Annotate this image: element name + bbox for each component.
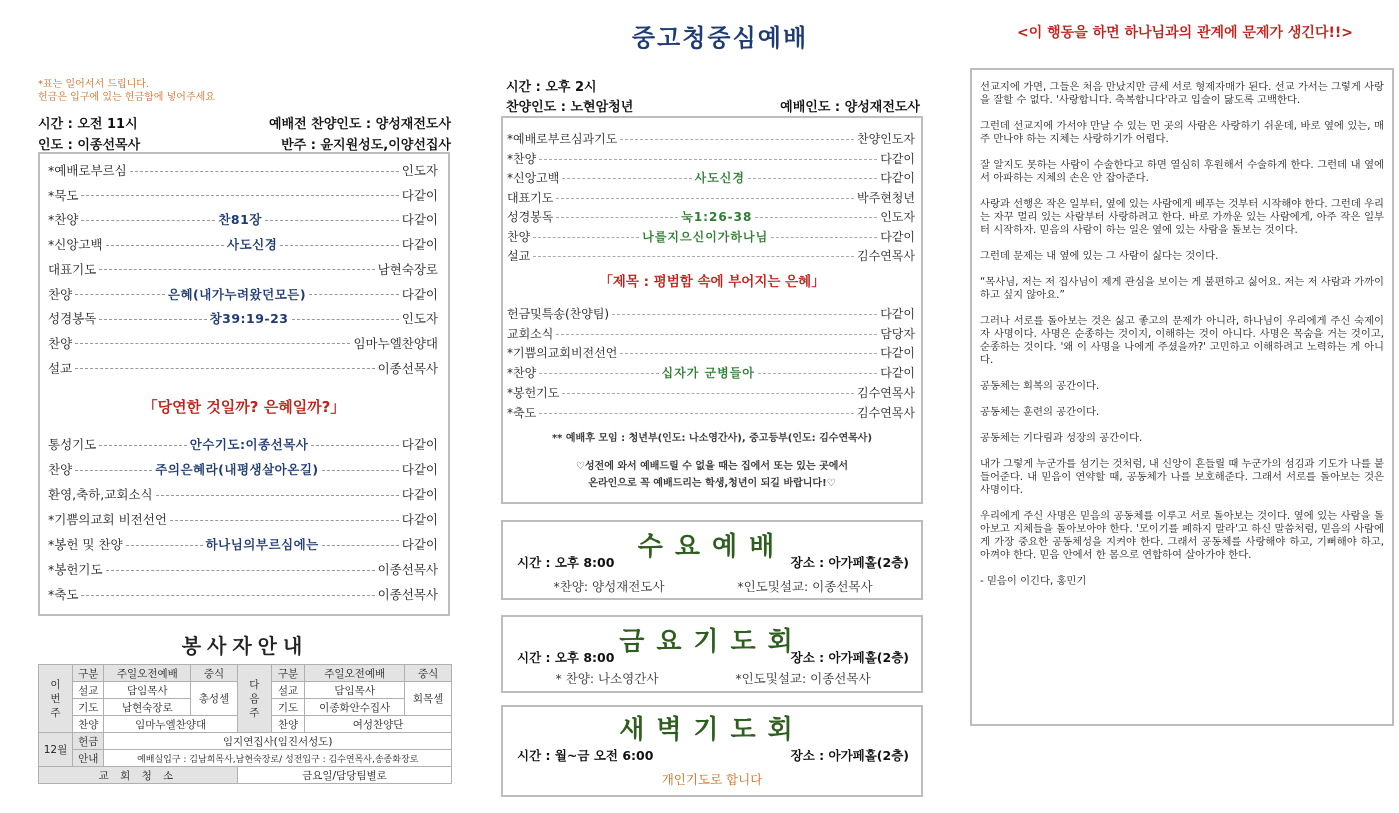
dotted-leader [99,319,206,320]
stand-note [38,78,215,104]
order-row [48,357,438,379]
dotted-leader [106,570,375,571]
volunteer-title: 봉사자안내 [181,634,309,658]
order-label: 찬양 [48,286,73,302]
dotted-leader [620,353,877,354]
cleaning-value: 금요일/담당팀별로 [237,767,451,784]
this-week-text: 이번주 [50,678,61,719]
order-label: *예배로부르심과기도 [507,132,618,146]
dotted-leader [311,445,398,446]
youth-service-title: 중고청중심예배 [631,24,809,52]
dotted-leader [280,245,398,246]
guide-value: 예배실입구 : 김남희목사,남현숙장로/ 성전입구 : 김수연목사,송종화장로 [104,750,452,767]
order-label: 설교 [507,249,531,263]
order-row [507,324,915,343]
article-paragraph: 사랑과 선행은 작은 일부터, 옆에 있는 사람에게 베푸는 것부터 시작해야 한다. 그런데 우리는 자꾸 멀리 있는 사람부터 사랑하려고 한다. 바로 가까운 있는 사람에게, 아주 작은 일부터 시작하자. 믿음의 사람이 하는 일은 옆에 있는 사람을 돌보는 것이다. [980,198,1384,236]
offering-note-line: 헌금은 입구에 있는 헌금함에 넣어주세요 [38,92,215,103]
order-label: 대표기도 [507,190,554,205]
friday-place: 장소 : 아가페홀(2층) [790,650,909,665]
dotted-leader [81,220,215,221]
this-week-label [39,665,73,733]
order-label: 찬양 [48,462,73,477]
order-row [48,508,438,530]
order-row [48,283,438,305]
order-row [48,184,438,206]
wednesday-title: 수요예배 [637,532,787,562]
wednesday-place: 장소 : 아가페홀(2층) [790,555,909,570]
order-label: *예배로부르심 [48,163,127,178]
nw-type-1: 설교 [271,682,304,699]
order-row [507,188,915,207]
online-note-1: ♡성전에 와서 예배드릴 수 없을 때는 집에서 또는 있는 곳에서 [575,461,849,472]
order-person: 인도자 [880,210,915,224]
order-person: 다같이 [401,237,439,253]
offering-label: 헌금 [73,733,104,750]
order-person: 다같이 [401,462,438,477]
dotted-leader [748,178,877,179]
order-row [507,403,915,422]
youth-praise-leader: 찬양인도 : 노현암청년 [506,100,634,115]
order-person: 이종선목사 [377,562,438,577]
dotted-leader [539,373,658,374]
article-paragraph: 우리에게 주신 사명은 믿음의 공동체를 이루고 서로 돌아보는 것이다. 옆에 있는 사람을 돌아보고 지체들을 돌아보아야 한다. '모이기를 폐하지 말라'고 하신 말씀처럼, 믿음의 사람에게 가장 중요한 공동체성을 지켜야 한다. 그래서 공동체를 사랑해야 하고, 기뻐해야 하고, 아껴야 한다. 믿음 안에서 한 몸으로 연합하여 살아가야 한다. [980,510,1384,561]
next-week-label [237,665,271,733]
order-row [48,583,438,605]
after-service-meeting: ** 예배후 모임 : 청년부(인도: 나소영간사), 중고등부(인도: 김수연목사) [551,433,873,444]
stand-note-line: *표는 일어서서 드립니다. [38,79,150,90]
order-label: *봉헌기도 [48,562,103,577]
table-header-type-2: 구분 [271,665,304,682]
order-person: 김수연목사 [857,405,915,420]
tw-type-3: 찬양 [73,716,104,733]
dotted-leader [758,373,877,374]
order-person: 임마누엘찬양대 [353,335,438,351]
offering-value: 임지연집사(임진서성도) [104,733,452,750]
morning-order-box [38,152,450,616]
friday-title: 금요기도회 [619,627,805,657]
morning-accompanist: 반주 : 윤지원성도,이양선집사 [281,138,451,153]
order-person: 다같이 [880,366,916,381]
tw-type-2: 기도 [73,699,104,716]
order-person: 다같이 [401,286,439,302]
dotted-leader [755,217,877,218]
friday-praise: * 찬양: 나소영간사 [555,671,659,686]
order-row [48,159,438,181]
order-row [507,207,915,226]
order-detail: 눅1:26-38 [681,210,753,224]
dotted-leader [75,470,152,471]
order-detail: 찬81장 [218,212,262,228]
tw-type-1: 설교 [73,682,104,699]
order-person: 다같이 [401,537,438,552]
dotted-leader [322,545,399,546]
article-paragraph: 그런데 선교지에 가서야 만날 수 있는 먼 곳의 사람은 사랑하기 쉬운데, 바로 옆에 있는, 매주 만나야 하는 지체는 사랑하기가 어렵다. [980,120,1384,145]
next-week-text: 다음주 [249,678,260,719]
order-label: 교회소식 [507,326,554,341]
friday-preach: *인도및설교: 이종선목사 [735,671,871,686]
dotted-leader [771,237,877,238]
dotted-leader [75,368,374,369]
order-row [48,483,438,505]
wednesday-praise: *찬양: 양성재전도사 [553,579,665,594]
youth-time: 시간 : 오후 2시 [506,80,597,95]
dotted-leader [620,139,854,140]
order-row [507,343,915,362]
order-label: 찬양 [507,229,531,244]
youth-order-box [501,116,923,504]
order-label: *찬양 [507,151,537,166]
order-person: 다같이 [401,437,439,452]
dotted-leader [556,334,877,335]
dotted-leader [533,237,639,238]
table-header-service: 주일오전예배 [104,665,191,682]
article-box [970,68,1394,726]
order-row [48,332,438,354]
dotted-leader [612,314,877,315]
article-paragraph: “목사님, 저는 저 집사님이 제게 관심을 보이는 게 불편하고 싫어요. 저는 저 사람과 가까이하고 싶지 않아요.” [980,276,1384,301]
month-label: 12월 [39,733,73,767]
order-detail: 나를지으신이가하나님 [642,229,769,244]
order-label: *축도 [48,587,79,602]
dotted-leader [539,413,854,414]
order-person: 남현숙장로 [377,261,438,277]
order-person: 다같이 [880,229,916,244]
friday-service-box [501,615,923,693]
order-detail: 사도신경 [694,171,745,185]
morning-sermon-title: 「당연한 것일까? 은혜일까?」 [142,398,346,416]
order-row [507,246,915,265]
article-paragraph: 그런데 문제는 내 옆에 있는 그 사람이 싫다는 것이다. [980,250,1219,262]
order-row [48,433,438,455]
friday-time: 시간 : 오후 8:00 [517,650,615,665]
order-row [48,458,438,480]
nw-meal: 회목셀 [405,682,452,716]
dotted-leader [322,470,399,471]
article-paragraph: 내가 그렇게 누군가를 섬기는 것처럼, 내 신앙이 흔들릴 때 누군가의 섬김과 기도가 나를 붙들어준다. 내 믿음이 연약할 때, 공동체가 나를 보호해준다. 그래서 서로를 돌아보는 것은 사명이다. [980,458,1384,496]
dotted-leader [130,171,399,172]
order-label: 환영,축하,교회소식 [48,487,153,502]
dotted-leader [265,220,399,221]
order-person: 다같이 [880,171,915,185]
order-person: 다같이 [880,151,915,166]
nw-name-1: 담임목사 [305,682,405,699]
article-paragraph: - 믿음이 이긴다, 홍민기 [980,575,1087,587]
wednesday-service-box [501,520,923,600]
dotted-leader [156,495,399,496]
order-row [48,558,438,580]
dotted-leader [99,269,374,270]
order-label: *신앙고백 [507,171,560,185]
order-label: *봉헌기도 [507,385,560,400]
order-person: 김수연목사 [857,249,915,263]
dotted-leader [292,319,399,320]
order-label: 헌금및특송(찬양팀) [507,307,610,321]
wednesday-preach: *인도및설교: 이종선목사 [737,579,873,594]
order-row [48,208,438,230]
order-label: *봉헌 및 찬양 [48,537,123,552]
dawn-service-box [501,705,923,797]
youth-sermon-title: 「제목 : 평범함 속에 부어지는 은혜」 [599,274,825,290]
online-note-2: 온라인으로 꼭 예배드리는 학생,청년이 되길 바랍니다!♡ [588,478,836,489]
article-paragraph: 공동체는 훈련의 공간이다. [980,406,1100,418]
dawn-note: 개인기도로 합니다 [661,772,763,787]
order-row [507,304,915,323]
article-paragraph: 공동체는 기다림과 성장의 공간이다. [980,432,1143,444]
order-row [507,227,915,246]
dotted-leader [556,198,854,199]
order-detail: 주의은혜라(내평생살아온길) [155,462,319,477]
order-detail: 사도신경 [227,237,278,253]
article-paragraph: 선교지에 가면, 그들은 처음 만났지만 금세 서로 형제자매가 된다. 선교 가서는 그렇게 사랑을 잘할 수 없다. '사랑합니다. 축복합니다'라고 입술이 닳도록 고백한다. [980,81,1384,106]
order-person: 이종선목사 [377,587,438,602]
dotted-leader [539,159,877,160]
order-label: 찬양 [48,335,73,351]
nw-name-2: 이종화안수집사 [305,699,405,716]
tw-name-1: 담임목사 [104,682,191,699]
tw-name-2: 남현숙장로 [104,699,191,716]
dotted-leader [170,520,399,521]
order-label: *묵도 [48,187,79,203]
order-label: *축도 [507,405,537,420]
dotted-leader [99,445,186,446]
dawn-place: 장소 : 아가페홀(2층) [790,748,909,763]
order-label: 성경봉독 [48,311,97,327]
article-paragraph: 공동체는 회복의 공간이다. [980,380,1100,392]
order-detail: 창39:19-23 [209,311,289,327]
dotted-leader [81,595,374,596]
dotted-leader [309,294,399,295]
youth-leader: 예배인도 : 양성재전도사 [780,100,920,115]
dotted-leader [556,217,678,218]
dotted-leader [106,245,224,246]
article-paragraph: 그러나 서로를 돌아보는 것은 싫고 좋고의 문제가 아니라, 하나님이 우리에게 주신 숙제이자 사명이다. 사명은 순종하는 것이지, 이해하는 것이 아니다. 사명은 목숨을 거는 것이고, 순종하는 것이다. '왜 이 사명을 나에게 주셨을까?' 고민하고 이해하려고 노력하는 게 아니다. [980,315,1384,366]
dotted-leader [75,294,165,295]
morning-time: 시간 : 오전 11시 [38,117,138,132]
order-person: 다같이 [880,346,915,361]
order-person: 김수연목사 [857,385,915,400]
dotted-leader [562,178,691,179]
order-person: 이종선목사 [377,360,438,376]
order-label: *찬양 [507,366,537,381]
order-label: *기쁨의교회 비전선언 [48,512,167,527]
table-header-service-2: 주일오전예배 [305,665,405,682]
article-title: <이 행동을 하면 하나님과의 관계에 문제가 생긴다!!> [1017,25,1353,41]
order-label: *신앙고백 [48,237,103,253]
order-label: *기쁨의교회비전선언 [507,346,618,361]
morning-leader: 인도 : 이종선목사 [38,138,141,153]
order-person: 다같이 [401,487,438,502]
guide-label: 안내 [73,750,104,767]
order-detail: 하나님의부르심에는 [205,537,319,552]
nw-type-2: 기도 [271,699,304,716]
order-person: 다같이 [401,212,438,228]
order-label: 통성기도 [48,437,97,452]
order-person: 박주현청년 [857,190,915,205]
cleaning-label: 교 회 청 소 [39,767,238,784]
dotted-leader [126,545,203,546]
nw-name-3: 여성찬양단 [305,716,452,733]
dawn-time: 시간 : 월~금 오전 6:00 [517,748,654,763]
dawn-title: 새벽기도회 [619,715,805,745]
order-label: 설교 [48,360,73,376]
morning-praise-leader: 예배전 찬양인도 : 양성재전도사 [268,117,451,132]
order-detail: 십자가 군병들아 [661,366,755,381]
order-row [507,363,915,382]
table-header-type: 구분 [73,665,104,682]
nw-type-3: 찬양 [271,716,304,733]
table-header-meal-2: 중식 [405,665,452,682]
wednesday-time: 시간 : 오후 8:00 [517,555,615,570]
order-row [48,307,438,329]
volunteer-table [38,664,452,784]
order-row [48,258,438,280]
tw-meal: 총성셀 [191,682,238,716]
order-label: *찬양 [48,212,79,228]
order-row [507,149,915,168]
dotted-leader [533,256,854,257]
order-person: 인도자 [401,311,438,327]
dotted-leader [562,393,854,394]
order-row [48,533,438,555]
order-person: 인도자 [401,163,438,178]
order-person: 다같이 [401,187,438,203]
tw-name-3: 임마누엘찬양대 [104,716,237,733]
table-header-meal: 중식 [191,665,238,682]
order-person: 다같이 [401,512,438,527]
order-detail: 은혜(내가누려왔던모든) [167,286,307,302]
order-person: 찬양인도자 [857,132,915,146]
dotted-leader [75,343,350,344]
article-paragraph: 잘 알지도 못하는 사람이 수술한다고 하면 열심히 후원해서 수술하게 한다. 그런데 내 옆에서 아파하는 지체의 손은 안 잡아준다. [980,159,1384,184]
order-label: 성경봉독 [507,210,554,224]
order-row [507,168,915,187]
order-row [48,233,438,255]
order-detail: 안수기도:이종선목사 [189,437,309,452]
dotted-leader [81,195,398,196]
order-label: 대표기도 [48,261,97,277]
order-person: 다같이 [880,307,915,321]
order-person: 담당자 [880,326,915,341]
order-row [507,383,915,402]
order-row [507,129,915,148]
